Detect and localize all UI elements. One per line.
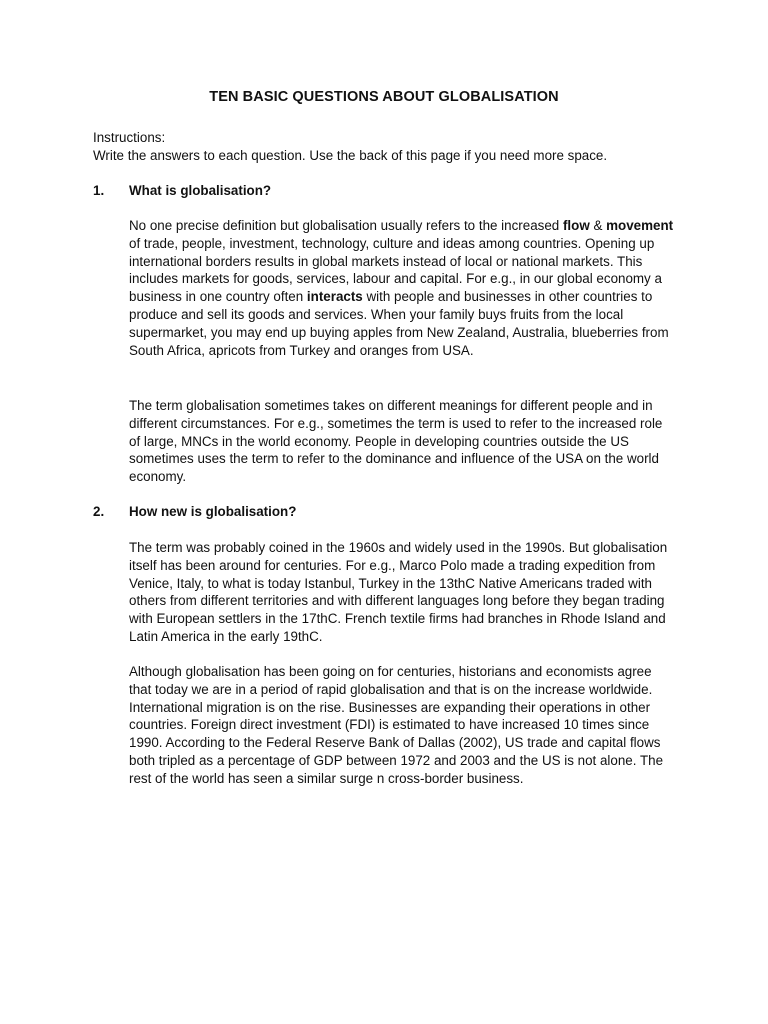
question-1-text: What is globalisation? bbox=[129, 183, 272, 198]
question-2-text: How new is globalisation? bbox=[129, 504, 297, 519]
answer-emphasis-movement: movement bbox=[606, 218, 674, 233]
document-title: TEN BASIC QUESTIONS ABOUT GLOBALISATION bbox=[209, 89, 559, 105]
answer-text: No one precise definition but globalisation usually refers to the increased bbox=[129, 218, 563, 233]
question-2-answer-paragraph-2: Although globalisation has been going on for centuries, historians and economists agree that today we are in a period of rapid globalisation and that is on the increase worldwide. International migration is on the rise. Businesses are expanding their operations in other countries. Foreign direct investment (FDI) is estimated to have increased 10 times since 1990. According to the Federal Reserve Bank of Dallas (2002), US trade and capital flows both tripled as a percentage of GDP between 1972 and 2003 and the US is not alone. The rest of the world has seen a similar surge n cross-border business. bbox=[129, 664, 664, 786]
question-1-heading bbox=[93, 182, 271, 200]
question-2-number: 2. bbox=[93, 504, 105, 519]
answer-text: & bbox=[589, 218, 607, 233]
answer-text: with people and businesses in other countries to produce and sell its goods and services. When your family buys fruits from the local supermarket, you may end up buying apples from New Zealand, Australia, blueberries from South Africa, apricots from Turkey and oranges from USA. bbox=[129, 289, 669, 358]
question-1-number: 1. bbox=[93, 183, 105, 198]
answer-emphasis-flow: flow bbox=[562, 218, 590, 233]
question-2-heading bbox=[93, 503, 296, 521]
instructions-label: Instructions: bbox=[93, 130, 166, 145]
instructions-text: Write the answers to each question. Use the back of this page if you need more space. bbox=[93, 148, 608, 163]
question-1-answer-paragraph-2: The term globalisation sometimes takes on different meanings for different people and in different circumstances. For e.g., sometimes the term is used to refer to the increased role of large, MNCs in the world economy. People in developing countries outside the US sometimes uses the term to refer to the dominance and influence of the USA on the world economy. bbox=[129, 398, 663, 485]
instructions-block bbox=[93, 129, 693, 165]
question-1-answer-paragraph-1 bbox=[129, 217, 677, 359]
question-2-answer-paragraph-1: The term was probably coined in the 1960s and widely used in the 1990s. But globalisation itself has been around for centuries. For e.g., Marco Polo made a trading expedition from Venice, Italy, to what is today Istanbul, Turkey in the 13thC Native Americans traded with others from different territories and with different languages long before they began trading with European settlers in the 17thC. French textile firms had branches in Rhode Island and Latin America in the early 19thC. bbox=[129, 540, 668, 644]
answer-emphasis-interacts: interacts bbox=[306, 289, 363, 305]
answer-text: of trade, people, investment, technology, culture and ideas among countries. Opening up international borders results in global markets instead of local or national markets. This includes markets for goods, services, labour and capital. For e.g., in our global economy a business in one country often bbox=[129, 235, 662, 305]
